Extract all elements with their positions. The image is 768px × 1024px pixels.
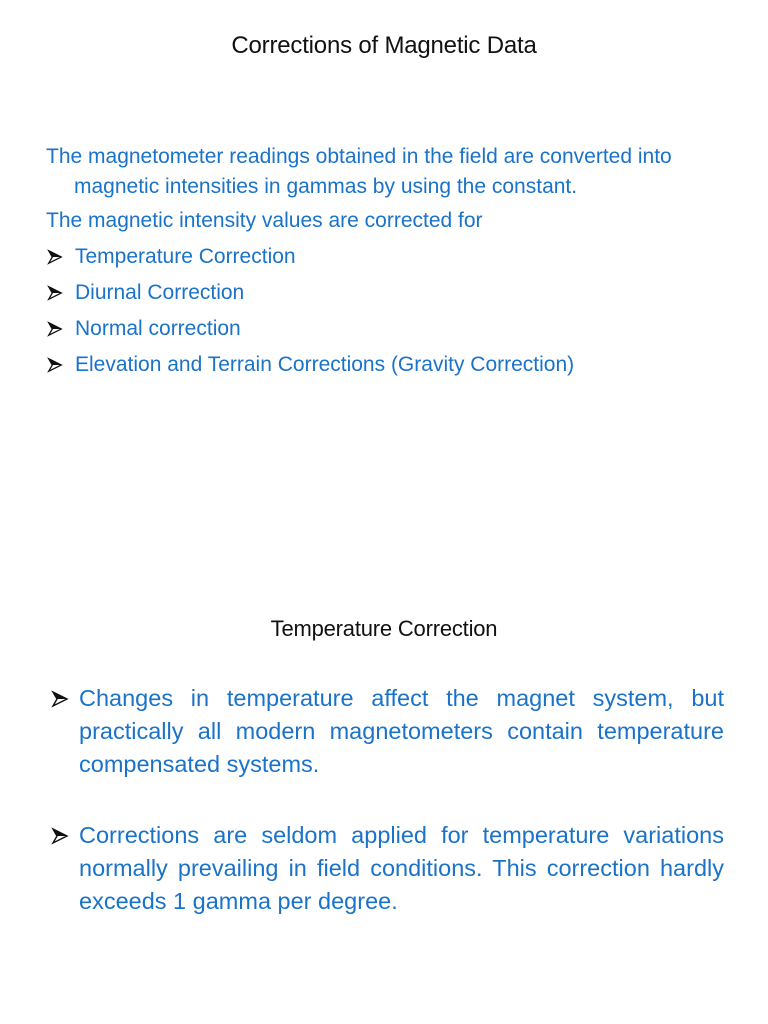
intro-paragraph: The magnetometer readings obtained in the field are converted into magnetic intensities in gammas by using the constant. xyxy=(46,145,672,198)
list-item xyxy=(46,314,736,350)
list-item-text: Corrections are seldom applied for temperature variations normally prevailing in field conditions. This correction hardly exceeds 1 gamma per degree. xyxy=(79,822,724,914)
corrected-for-paragraph: The magnetic intensity values are corrected for xyxy=(46,209,483,232)
arrow-right-icon xyxy=(46,320,64,338)
arrow-right-icon xyxy=(46,356,64,374)
arrow-right-icon xyxy=(46,248,64,266)
list-item xyxy=(46,278,736,314)
list-item-text: Normal correction xyxy=(75,317,241,340)
slide-body xyxy=(46,142,736,386)
list-item-text: Temperature Correction xyxy=(75,245,296,268)
list-item-text: Changes in temperature affect the magnet system, but practically all modern magnetometers contain temperature compensated systems. xyxy=(79,685,724,777)
list-item-text: Diurnal Correction xyxy=(75,281,245,304)
list-item xyxy=(46,350,736,386)
slide-title: Corrections of Magnetic Data xyxy=(231,32,537,59)
slide-temperature-correction xyxy=(0,512,768,1024)
arrow-right-icon xyxy=(50,826,70,846)
slide-title: Temperature Correction xyxy=(270,616,498,641)
list-item-text: Elevation and Terrain Corrections (Gravity Correction) xyxy=(75,353,575,376)
corrections-list xyxy=(46,242,736,386)
list-item xyxy=(50,819,724,918)
arrow-right-icon xyxy=(46,284,64,302)
temperature-points-list xyxy=(50,682,724,956)
list-item xyxy=(50,682,724,781)
list-item xyxy=(46,242,736,278)
arrow-right-icon xyxy=(50,689,70,709)
